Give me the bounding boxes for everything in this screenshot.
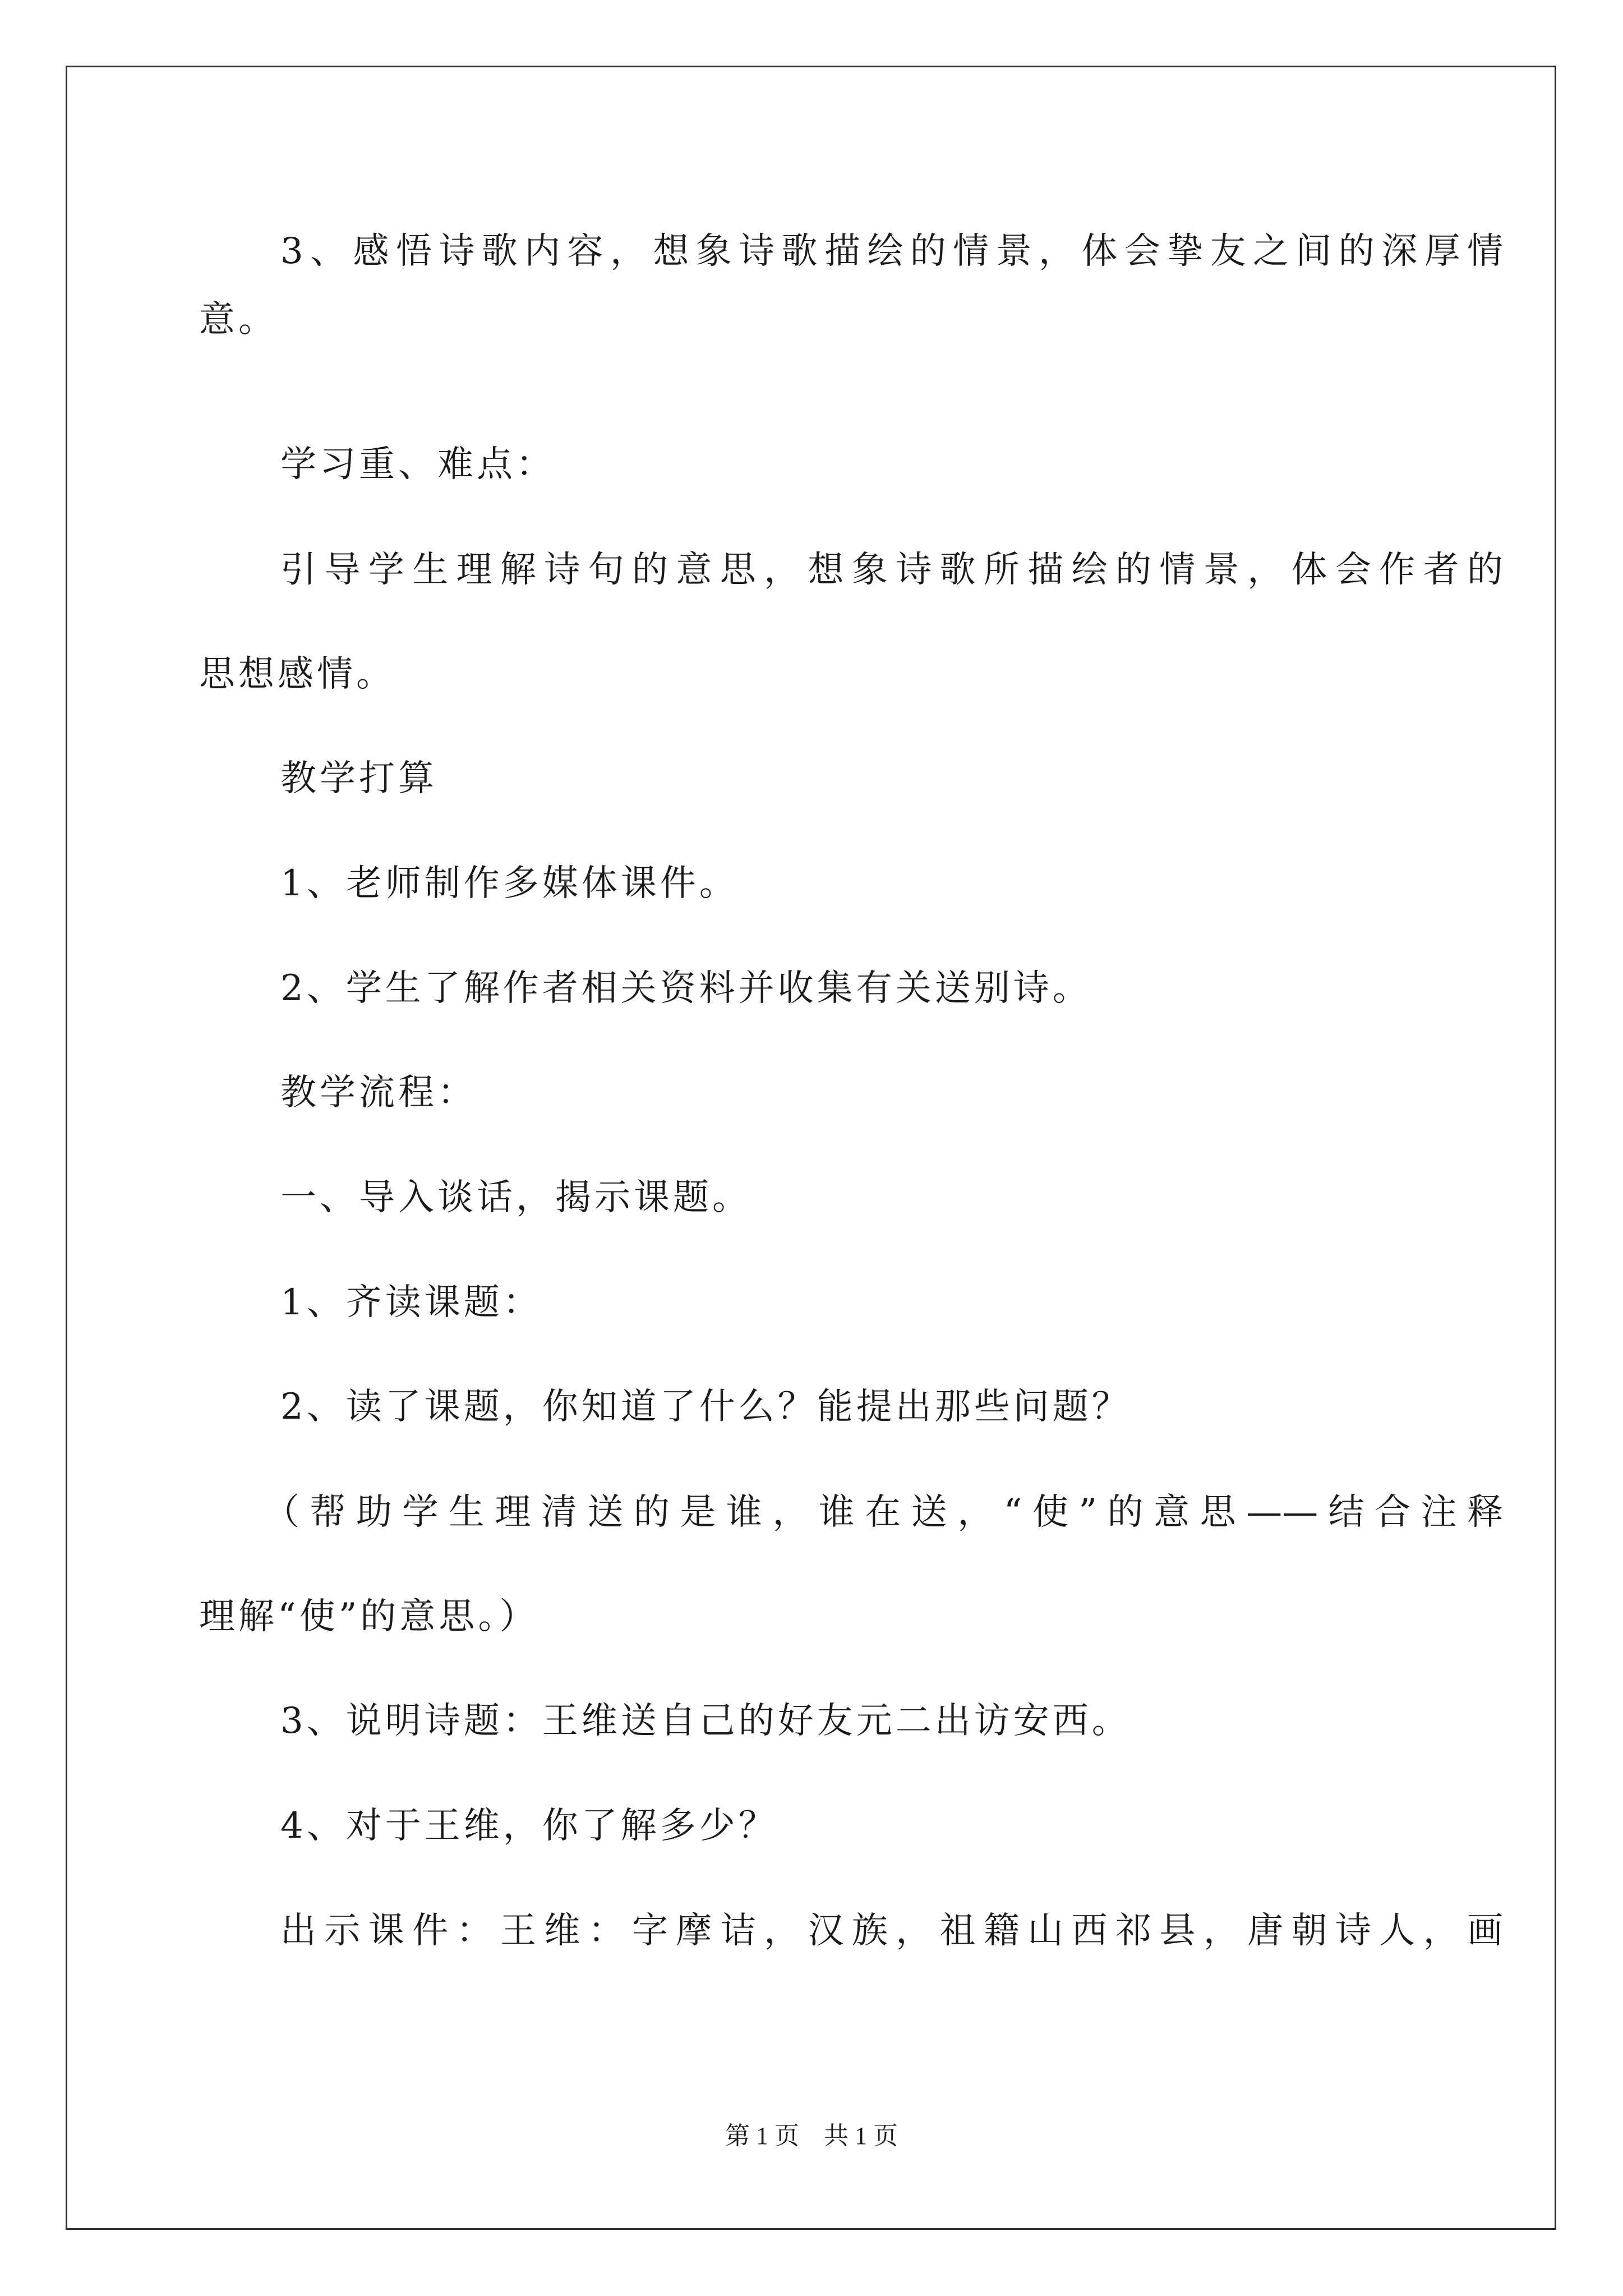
- heading-key-points: 学习重、难点：: [280, 444, 555, 485]
- paragraph-key-points-line2: 思想感情。: [199, 654, 395, 695]
- paragraph-step-2: 2、读了课题，你知道了什么？能提出那些问题？: [280, 1386, 1131, 1428]
- paragraph-note-line2: 理解“使”的意思。）: [199, 1596, 539, 1637]
- paragraph-step-1: 1、齐读课题：: [280, 1282, 542, 1323]
- heading-process: 教学流程：: [280, 1072, 477, 1114]
- paragraph-objective-3-line2: 意。: [199, 299, 278, 341]
- heading-preparation: 教学打算: [280, 758, 437, 799]
- paragraph-step-3: 3、说明诗题：王维送自己的好友元二出访安西。: [280, 1700, 1131, 1742]
- paragraph-section-1: 一、导入谈话，揭示课题。: [280, 1177, 751, 1218]
- page-border: [66, 66, 1556, 2230]
- paragraph-objective-3-line1: 3、感悟诗歌内容，想象诗歌描绘的情景，体会挚友之间的深厚情: [280, 231, 1503, 272]
- paragraph-step-4: 4、对于王维，你了解多少？: [280, 1805, 778, 1847]
- paragraph-note-line1: （帮助学生理清送的是谁，谁在送，“使”的意思——结合注释: [264, 1492, 1503, 1533]
- paragraph-key-points-line1: 引导学生理解诗句的意思，想象诗歌所描绘的情景，体会作者的: [280, 549, 1503, 591]
- paragraph-preparation-2: 2、学生了解作者相关资料并收集有关送别诗。: [280, 968, 1092, 1009]
- page-footer: 第 1 页 共 1 页: [725, 2122, 898, 2150]
- paragraph-courseware-line1: 出示课件：王维：字摩诘，汉族，祖籍山西祁县，唐朝诗人，画: [280, 1910, 1503, 1952]
- paragraph-preparation-1: 1、老师制作多媒体课件。: [280, 863, 739, 904]
